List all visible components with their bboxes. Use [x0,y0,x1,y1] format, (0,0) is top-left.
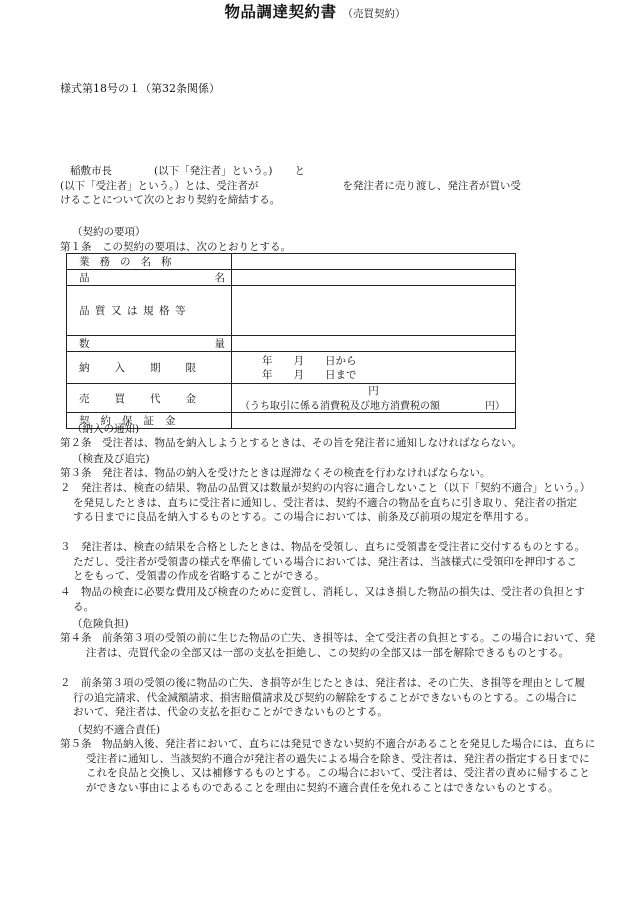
intro-paragraph [60,164,575,208]
document-title [0,0,630,22]
section-heading-2: （納入の通知) [72,423,140,435]
intro-sale-text: を発注者に売り渡し、発注者が買い受 [342,179,521,192]
tax-yen: 円） [485,400,505,412]
title-subtitle: （売買契約） [342,8,406,20]
article-5: 第５条 物品納入後、発注者において、直ちには発見できない契約不適合があることを発見した場合には、直ちに受注者に通知し、当該契約不適合が発注者の過失による場合を除き、受注者は、発注者の指定する日までにこれを良品と交換し、又は補修するものとする。この場合において、受注者は、受注者の責めに帰することができない事由によるものであることを理由に契約不適合責任を免れることはできないものとする。 [60,738,596,794]
sale-price-value [232,384,516,413]
table-row [67,254,516,270]
tax-line [232,397,515,412]
label-spread: 売買代金 [79,392,221,405]
label-part: 名 [214,272,225,284]
section-heading-1: （契約の要項） [72,226,146,238]
article-1: 第１条 この契約の要項は、次のとおりとする。 [60,241,291,253]
table-row [67,270,516,286]
label-spread: 契約保証金 [79,415,187,427]
table-row [67,352,516,384]
article-3-para-2: ２ 発注者は、検査の結果、物品の品質又は数量が契約の内容に適合しないこと（以下「契約不適合」という。）を発見したときは、直ちに受注者に通知し、受注者は、契約不適合の物品を直ちに引き取り、発注者の指定する日までに良品を納入するものとする。この場合においては、前条及び前項の規定を準用する。 [60,482,585,524]
table-row [67,336,516,352]
task-name-value [232,254,516,270]
row-label-quantity [67,336,232,352]
section-heading-4: （危険負担) [72,618,129,630]
table-row [67,384,516,413]
price-yen: 円 [368,384,379,397]
article-3-para-3: ３ 発注者は、検査の結果を合格としたときは、物品を受領し、直ちに受領書を受注者に交付するものとする。ただし、受注者が受領書の様式を準備している場合においては、発注者は、当該様式に受領印を押印することをもって、受領書の作成を省略することができる。 [60,541,585,583]
intro-and: と [294,165,305,177]
tax-label: （うち取引に係る消費税及び地方消費税の額 [240,400,440,412]
article-4-para-2: ２ 前条第３項の受領の後に物品の亡失、き損等が生じたときは、発注者は、その亡失、き損等を理由として履行の追完請求、代金減額請求、損害賠償請求及び契約の解除をすることができないものとする。この場合において、発注者は、代金の支払を拒むことができないものとする。 [60,677,585,719]
row-label-sale-price [67,384,232,413]
delivery-deadline-value [232,352,516,384]
row-label-quality-spec [67,286,232,336]
label-spread: 業務の名称 [79,256,182,268]
deadline-from: 年 月 日から [262,354,357,367]
intro-mayor: 稲敷市長 [70,165,112,177]
label-spread: 品質又は規格等 [79,305,191,317]
label-part: 量 [214,338,225,350]
item-name-value [232,270,516,286]
intro-contractor-def: (以下「受注者」という。）とは、受注者が [60,179,259,192]
article-3: 第３条 発注者は、物品の納入を受けたときは遅滞なくその検査を行わなければならない。 [60,467,491,479]
section-heading-3: （検査及び追完) [72,453,150,465]
row-label-delivery-deadline [67,352,232,384]
row-label-item-name [67,270,232,286]
row-label-task-name [67,254,232,270]
intro-orderer-def: (以下「発注者」という。) [154,165,273,177]
article-2: 第２条 受注者は、物品を納入しようとするときは、その旨を発注者に通知しなければならない。 [60,437,522,449]
article-3-para-4: ４ 物品の検査に必要な費用及び検査のために変質し、消耗し、又はき損した物品の損失は、受注者の負担とする。 [60,586,585,613]
quantity-value [232,336,516,352]
label-spread: 納入期限 [79,362,221,374]
article-4: 第４条 前条第３項の受領の前に生じた物品の亡失、き損等は、全て受注者の負担とする。この場合において、発注者は、売買代金の全部又は一部の支払を拒絶し、この契約の全部又は一部を解除できるものとする。 [60,632,596,659]
intro-line3: けることについて次のとおり契約を締結する。 [60,194,281,206]
label-part: 品 [79,272,90,284]
table-row [67,286,516,336]
contract-terms-table [66,253,516,429]
deadline-until: 年 月 日まで [262,368,357,381]
section-heading-5: （契約不適合責任) [72,724,161,736]
form-number: 様式第18号の１（第32条関係） [60,82,220,95]
label-part: 数 [79,338,90,350]
title-main: 物品調達契約書 [224,2,337,21]
contract-deposit-value [232,413,516,429]
quality-spec-value [232,286,516,336]
